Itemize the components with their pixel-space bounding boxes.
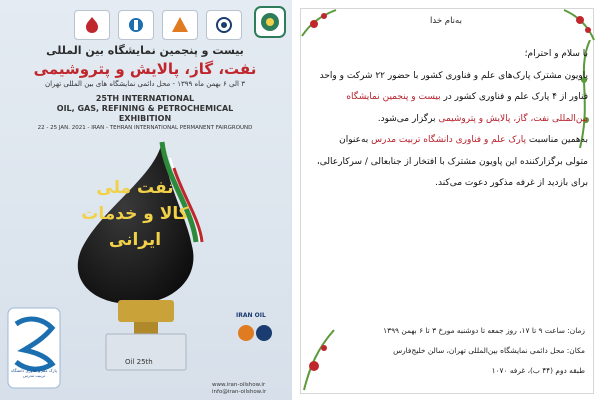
letter-heading: به‌نام خدا [430,16,462,26]
letter-paragraph-2 [314,130,588,195]
poster-subtitle-fa: نفت، گاز، پالایش و پتروشیمی [33,60,257,78]
event-booth: طبقه دوم (۴۴ ب)، غرفه ۱۰۷۰ [491,366,585,375]
refining-company-icon [206,10,242,40]
slogan-line-1: نفت ملی [96,178,174,198]
sponsor-logos [74,10,242,40]
iran-oil-brand [236,312,276,356]
letter-paragraph-1 [314,66,588,131]
brand-label: IRAN OIL [236,312,266,319]
pedestal-label: Oil 25th [125,358,153,366]
letter-body [314,44,588,195]
gas-company-icon [162,10,198,40]
exhibition-name-highlight: بیست و پنجمین نمایشگاه بین‌المللی نفت، گاز، پالایش و پتروشیمی [346,92,588,124]
paragraph-1-end: برگزار می‌شود. [377,113,436,124]
emblem-icon [74,10,110,40]
paragraph-2-start: به‌همین مناسبت [528,135,588,145]
poster-title-fa: بیست و پنجمین نمایشگاه بین المللی [46,44,244,57]
poster-title-en-3: EXHIBITION [118,114,172,123]
poster-date-fa: ۳ الی ۶ بهمن ماه ۱۳۹۹ - محل دائمی نمایشگاه های بین المللی تهران [45,80,245,88]
iran-oil-logo-icon [236,319,276,349]
exhibition-poster [0,0,292,400]
poster-date-en: 22 - 25 JAN. 2021 - IRAN - TEHRAN INTERNATIONAL PERMANENT FAIRGROUND [37,125,253,131]
email-link[interactable]: info@iran-oilshow.ir [212,389,267,395]
website-link[interactable]: www.iran-oilshow.ir [212,382,266,388]
letter-greeting: با سلام و احترام؛ [524,49,588,59]
slogan-line-3: ایرانی [108,230,162,250]
oil-ministry-icon [118,10,154,40]
slogan-line-2: کالا و خدمات [81,204,189,224]
university-logo-text: پارک علم و فناوری دانشگاه تربیت مدرس [11,368,57,378]
exhibition-seal-icon [254,6,286,38]
event-place: مکان: محل دائمی نمایشگاه بین‌المللی تهران، سالن خلیج‌فارس [393,346,585,355]
paragraph-1-text: پاویون مشترک پارک‌های علم و فناوری کشور با حضور ۲۲ شرکت و واحد فناور از ۴ پارک علم و فناوری کشور در [319,70,588,102]
poster-title-en-2: OIL, GAS, REFINING & PETROCHEMICAL [56,104,234,113]
paragraph-2-end: به‌عنوان متولی برگزارکننده این پاویون مشترک با افتخار از جنابعالی / سرکارعالی، برای بازدید از غرفه مذکور دعوت می‌کند. [316,135,588,188]
park-name-highlight: پارک علم و فناوری دانشگاه تربیت مدرس [371,135,527,145]
event-details [330,321,585,381]
oil-drop-slogan [80,178,190,250]
poster-title-en-1: 25TH INTERNATIONAL [95,94,195,103]
event-time: زمان: ساعت ۹ تا ۱۷، روز جمعه تا دوشنبه مورخ ۳ تا ۶ بهمن ۱۳۹۹ [383,326,585,335]
poster-contact [212,382,288,396]
